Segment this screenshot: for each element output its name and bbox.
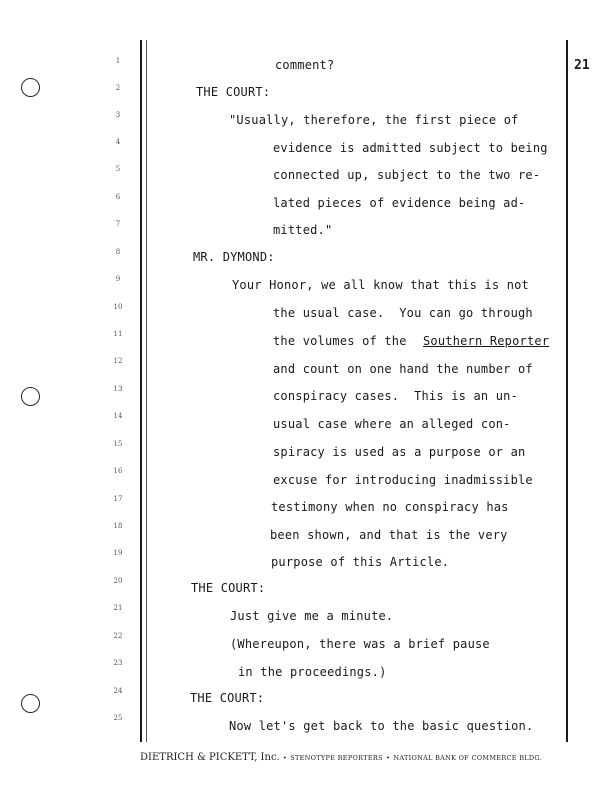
transcript-line: been shown, and that is the very (270, 528, 508, 542)
line-number-18: 18 (113, 522, 123, 530)
transcript-line: testimony when no conspiracy has (271, 500, 509, 514)
transcript-line: lated pieces of evidence being ad- (273, 196, 526, 210)
line-number-21: 21 (113, 604, 123, 612)
line-number-8: 8 (115, 248, 121, 256)
line-number-15: 15 (113, 440, 123, 448)
line-number-11: 11 (113, 330, 123, 338)
line-number-25: 25 (113, 714, 123, 722)
left-margin-rule (140, 40, 142, 742)
transcript-line: connected up, subject to the two re- (273, 168, 541, 182)
footer-company: DIETRICH & PICKETT, Inc. (140, 752, 280, 763)
case-reporter-title: Southern Reporter (423, 334, 550, 348)
line-number-13: 13 (113, 385, 123, 393)
line-number-2: 2 (115, 84, 121, 92)
transcript-line: conspiracy cases. This is an un- (273, 389, 519, 403)
transcript-line: spiracy is used as a purpose or an (273, 445, 526, 459)
transcript-line: comment? (275, 58, 335, 72)
transcript-line: evidence is admitted subject to being (273, 141, 548, 155)
transcript-line: "Usually, therefore, the first piece of (229, 113, 519, 127)
line-number-24: 24 (113, 687, 123, 695)
transcript-line: (Whereupon, there was a brief pause (230, 637, 490, 651)
line-number-17: 17 (113, 495, 123, 503)
transcript-line: and count on one hand the number of (273, 362, 533, 376)
speaker-label: MR. DYMOND: (193, 250, 275, 264)
line-number-20: 20 (113, 577, 123, 585)
transcript-line: usual case where an alleged con- (273, 417, 511, 431)
transcript-line: the volumes of the (273, 334, 407, 348)
line-number-23: 23 (113, 659, 123, 667)
footer-separator-2: • (386, 754, 391, 762)
binder-hole-middle (21, 387, 40, 406)
line-number-3: 3 (115, 111, 121, 119)
binder-hole-top (21, 78, 40, 97)
transcript-line: excuse for introducing inadmissible (273, 473, 533, 487)
inner-margin-rule (146, 40, 147, 742)
line-number-14: 14 (113, 412, 123, 420)
speaker-label: THE COURT: (191, 581, 266, 595)
transcript-line: mitted." (273, 223, 333, 237)
speaker-label: THE COURT: (190, 691, 265, 705)
line-number-7: 7 (115, 220, 121, 228)
line-number-10: 10 (113, 303, 123, 311)
footer-service: STENOTYPE REPORTERS (290, 754, 383, 762)
line-number-19: 19 (113, 549, 123, 557)
line-number-16: 16 (113, 467, 123, 475)
line-number-22: 22 (113, 632, 123, 640)
line-number-4: 4 (115, 138, 121, 146)
footer-address: NATIONAL BANK OF COMMERCE BLDG. (393, 754, 543, 762)
transcript-line: purpose of this Article. (271, 555, 450, 569)
transcript-line: the usual case. You can go through (273, 306, 533, 320)
line-number-5: 5 (115, 165, 121, 173)
right-margin-rule (566, 40, 568, 742)
page-number: 21 (574, 58, 590, 73)
line-number-9: 9 (115, 275, 121, 283)
speaker-label: THE COURT: (196, 85, 271, 99)
transcript-line: in the proceedings.) (238, 665, 387, 679)
line-number-1: 1 (115, 57, 121, 65)
binder-hole-bottom (21, 694, 40, 713)
reporter-footer (140, 752, 570, 763)
transcript-line: Now let's get back to the basic question. (229, 719, 534, 733)
line-number-6: 6 (115, 193, 121, 201)
transcript-line: Your Honor, we all know that this is not (232, 278, 529, 292)
footer-separator-1: • (282, 754, 288, 762)
line-number-12: 12 (113, 357, 123, 365)
transcript-line: Just give me a minute. (230, 609, 394, 623)
